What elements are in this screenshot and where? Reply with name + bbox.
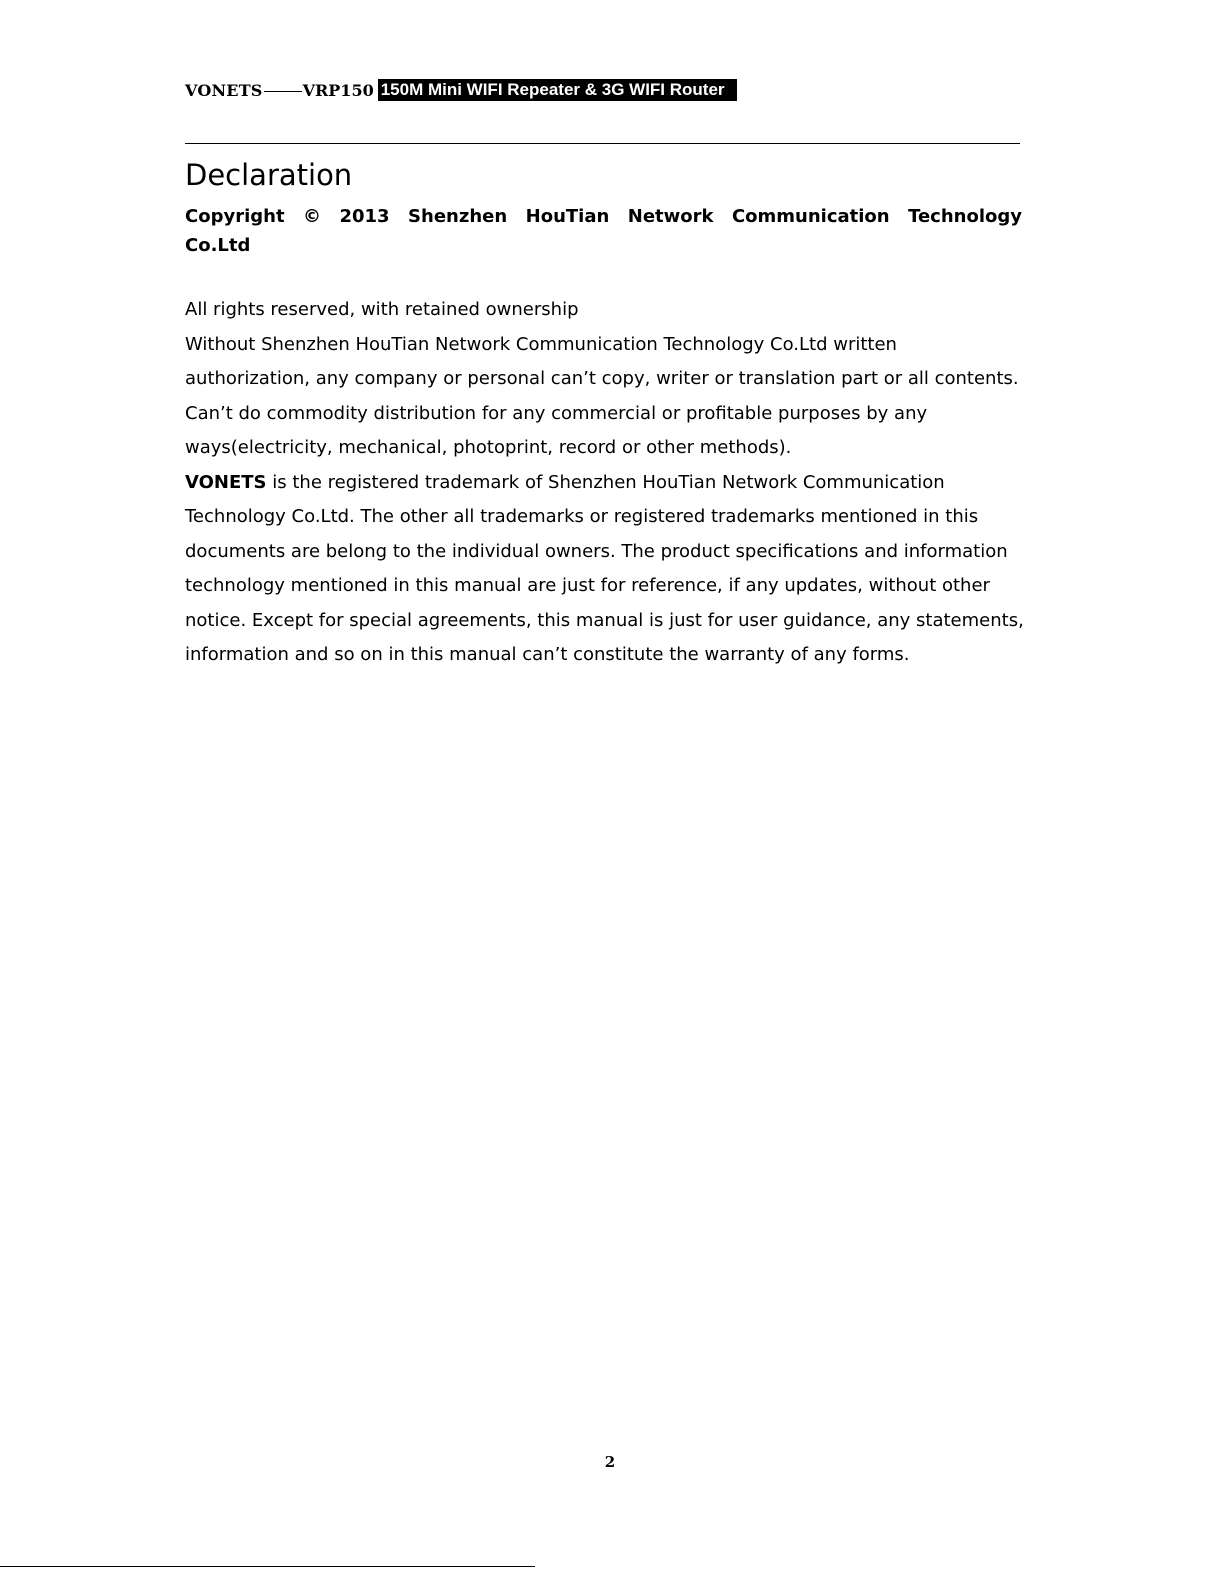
header-divider — [185, 143, 1020, 144]
rights-line: All rights reserved, with retained ownership — [185, 299, 579, 320]
declaration-body — [185, 293, 1025, 673]
trademark-paragraph — [185, 466, 1025, 673]
page-title: Declaration — [185, 158, 353, 192]
trademark-text: is the registered trademark of Shenzhen HouTian Network Communication Technology Co.Ltd. The other all trademarks or registered trademarks mentioned in this documents are belong to the individual owners. The product specifications and information technology mentioned in this manual are just for reference, if any updates, without other notice. Except for special agreements, this manual is just for user guidance, any statements, information and so on in this manual can’t constitute the warranty of any forms. — [185, 471, 1024, 665]
header-subtitle: 150M Mini WIFI Repeater & 3G WIFI Router — [378, 79, 737, 101]
authorization-paragraph: Without Shenzhen HouTian Network Communication Technology Co.Ltd written authorization, any company or personal can’t copy, writer or translation part or all contents. Can’t do commodity distribution for any commercial or profitable purposes by any ways(electricity, mechanical, photoprint, record or other methods). — [185, 333, 1019, 458]
header-brand: VONETS — [185, 80, 263, 100]
footer-divider — [0, 1566, 535, 1567]
header-dash — [264, 91, 302, 92]
footer-cropped-text — [556, 1564, 656, 1567]
header-model: VRP150 — [302, 80, 374, 100]
trademark-name: VONETS — [185, 471, 267, 493]
page-number: 2 — [604, 1453, 616, 1471]
running-header — [185, 78, 737, 102]
copyright-notice: Copyright © 2013 Shenzhen HouTian Network Communication Technology Co.Ltd — [185, 206, 1022, 256]
